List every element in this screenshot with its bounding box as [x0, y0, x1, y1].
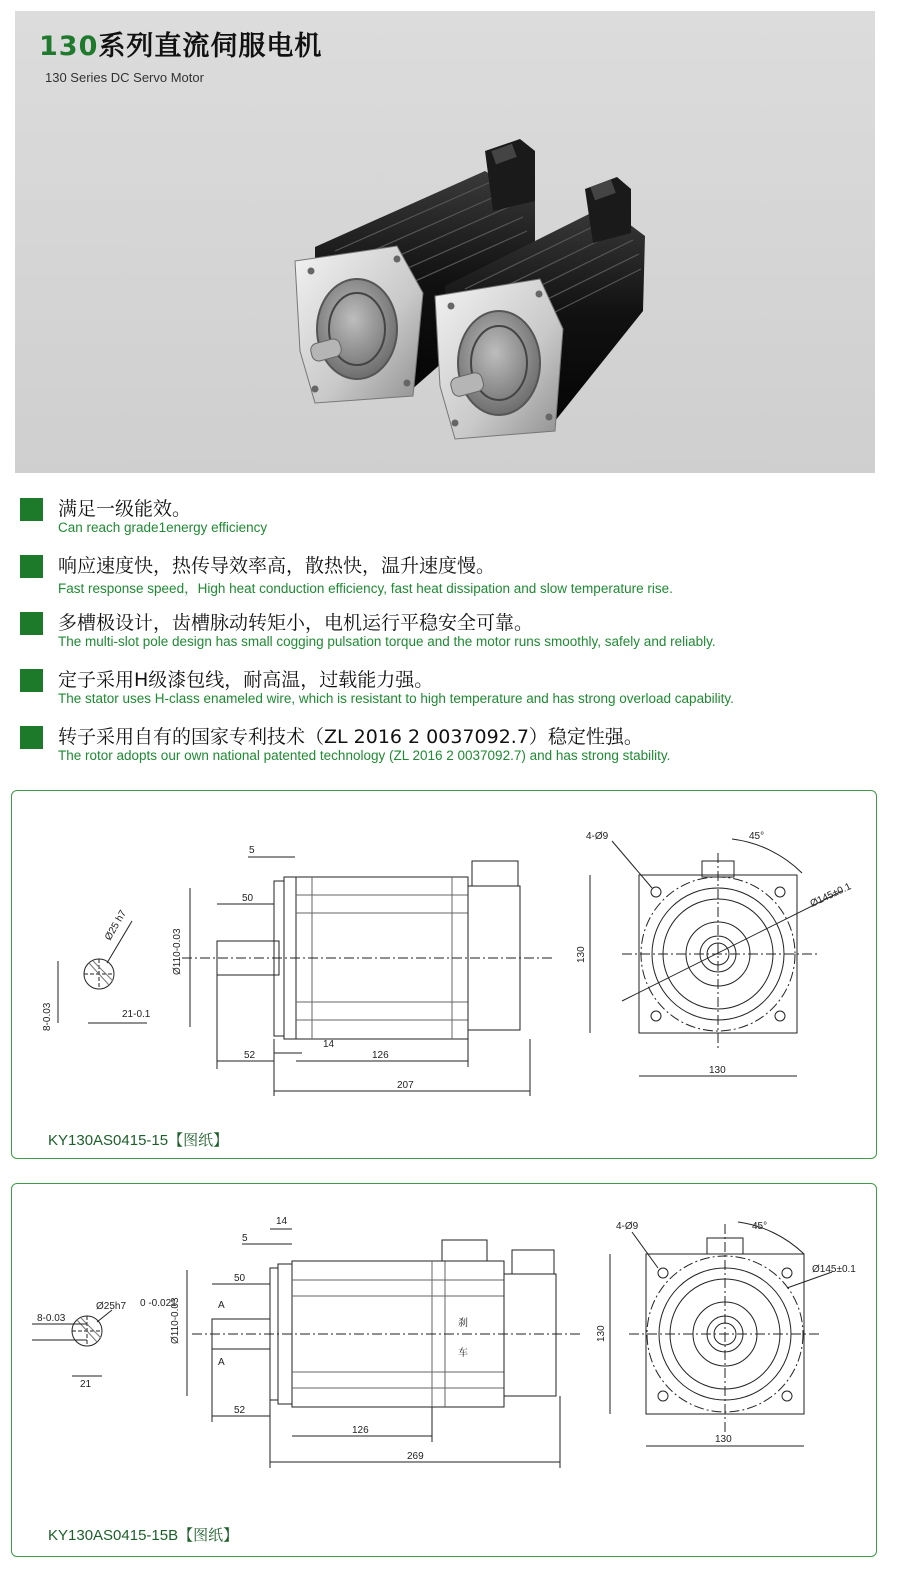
drawing-panel-1 — [11, 790, 877, 1159]
dim-spigot: Ø110-0.03 — [172, 928, 183, 975]
dim-126: 126 — [352, 1425, 369, 1436]
dim-269: 269 — [407, 1451, 424, 1462]
dim-130-width: 130 — [709, 1065, 726, 1076]
feature-item — [18, 665, 888, 715]
brake-label-1: 刹 — [458, 1318, 468, 1329]
dim-shaft-tol: 0 -0.021 — [140, 1298, 177, 1309]
square-bullet-icon — [20, 669, 43, 692]
technical-drawing-1 — [12, 791, 876, 1158]
shaft-section — [32, 1298, 177, 1390]
feature-en: The stator uses H-class enameled wire, which is resistant to high temperature and has strong overload capability. — [58, 691, 734, 706]
feature-cn: 多槽极设计，齿槽脉动转矩小，电机运行平稳安全可靠。 — [58, 612, 534, 634]
page-title: 130系列直流伺服电机 — [39, 31, 323, 62]
feature-cn: 响应速度快，热传导效率高，散热快，温升速度慢。 — [58, 555, 496, 577]
square-bullet-icon — [20, 612, 43, 635]
model-label-1: KY130AS0415-15【图纸】 — [48, 1132, 229, 1149]
square-bullet-icon — [20, 726, 43, 749]
dim-14: 14 — [276, 1216, 288, 1227]
feature-item — [18, 494, 888, 544]
drawing-panel-2 — [11, 1183, 877, 1557]
motor-side-view — [172, 845, 552, 1096]
dim-5: 5 — [242, 1233, 248, 1244]
square-bullet-icon — [20, 498, 43, 521]
dim-key-width: 8-0.03 — [42, 1002, 53, 1031]
motor-front-view — [576, 831, 853, 1076]
feature-en: Can reach grade1energy efficiency — [58, 520, 268, 535]
feature-cn: 定子采用H级漆包线，耐高温，过载能力强。 — [58, 669, 434, 691]
dim-holes: 4-Ø9 — [616, 1221, 639, 1232]
dim-130-width: 130 — [715, 1434, 732, 1445]
feature-cn: 转子采用自有的国家专利技术（ZL 2016 2 0037092.7）稳定性强。 — [58, 726, 643, 748]
dim-pcd: Ø145±0.1 — [808, 881, 854, 910]
dim-key-depth: 21 — [80, 1379, 92, 1390]
feature-cn: 满足一级能效。 — [58, 498, 192, 520]
feature-item — [18, 551, 888, 601]
dim-shaft-dia: Ø25h7 — [96, 1301, 127, 1312]
dim-130-height: 130 — [576, 946, 587, 963]
dim-50: 50 — [242, 893, 254, 904]
feature-en: Fast response speed，High heat conduction efficiency, fast heat dissipation and slow temperature rise. — [58, 581, 673, 596]
dim-14: 14 — [323, 1039, 335, 1050]
dim-holes: 4-Ø9 — [586, 831, 609, 842]
motor-front-view — [596, 1221, 856, 1446]
dim-spigot: Ø110-0.03 — [170, 1297, 181, 1344]
dim-angle: 45° — [749, 831, 765, 842]
feature-item — [18, 608, 888, 658]
dim-207: 207 — [397, 1080, 414, 1091]
dim-130-height: 130 — [596, 1325, 607, 1342]
dim-52: 52 — [234, 1405, 246, 1416]
page-subtitle: 130 Series DC Servo Motor — [45, 70, 204, 85]
dim-key-width: 8-0.03 — [37, 1313, 66, 1324]
hero-banner — [15, 11, 875, 473]
dim-pcd: Ø145±0.1 — [812, 1264, 856, 1275]
dim-angle: 45° — [752, 1221, 768, 1232]
square-bullet-icon — [20, 555, 43, 578]
feature-item — [18, 722, 888, 772]
feature-en: The rotor adopts our own national patented technology (ZL 2016 2 0037092.7) and has strong stability. — [58, 748, 671, 763]
feature-en: The multi-slot pole design has small cogging pulsation torque and the motor runs smoothly, safely and reliably. — [58, 634, 716, 649]
dim-50: 50 — [234, 1273, 246, 1284]
section-a-top: A — [218, 1300, 225, 1311]
dim-key-depth: 21-0.1 — [122, 1009, 151, 1020]
shaft-section — [42, 908, 151, 1031]
model-label-2: KY130AS0415-15B【图纸】 — [48, 1527, 239, 1544]
dim-shaft-dia: Ø25 h7 — [103, 908, 130, 943]
technical-drawing-2 — [12, 1184, 876, 1556]
dim-126: 126 — [372, 1050, 389, 1061]
section-a-bottom: A — [218, 1357, 225, 1368]
dim-52: 52 — [244, 1050, 256, 1061]
dim-5: 5 — [249, 845, 255, 856]
motor-side-view — [170, 1216, 582, 1468]
brake-label-2: 车 — [458, 1348, 468, 1359]
